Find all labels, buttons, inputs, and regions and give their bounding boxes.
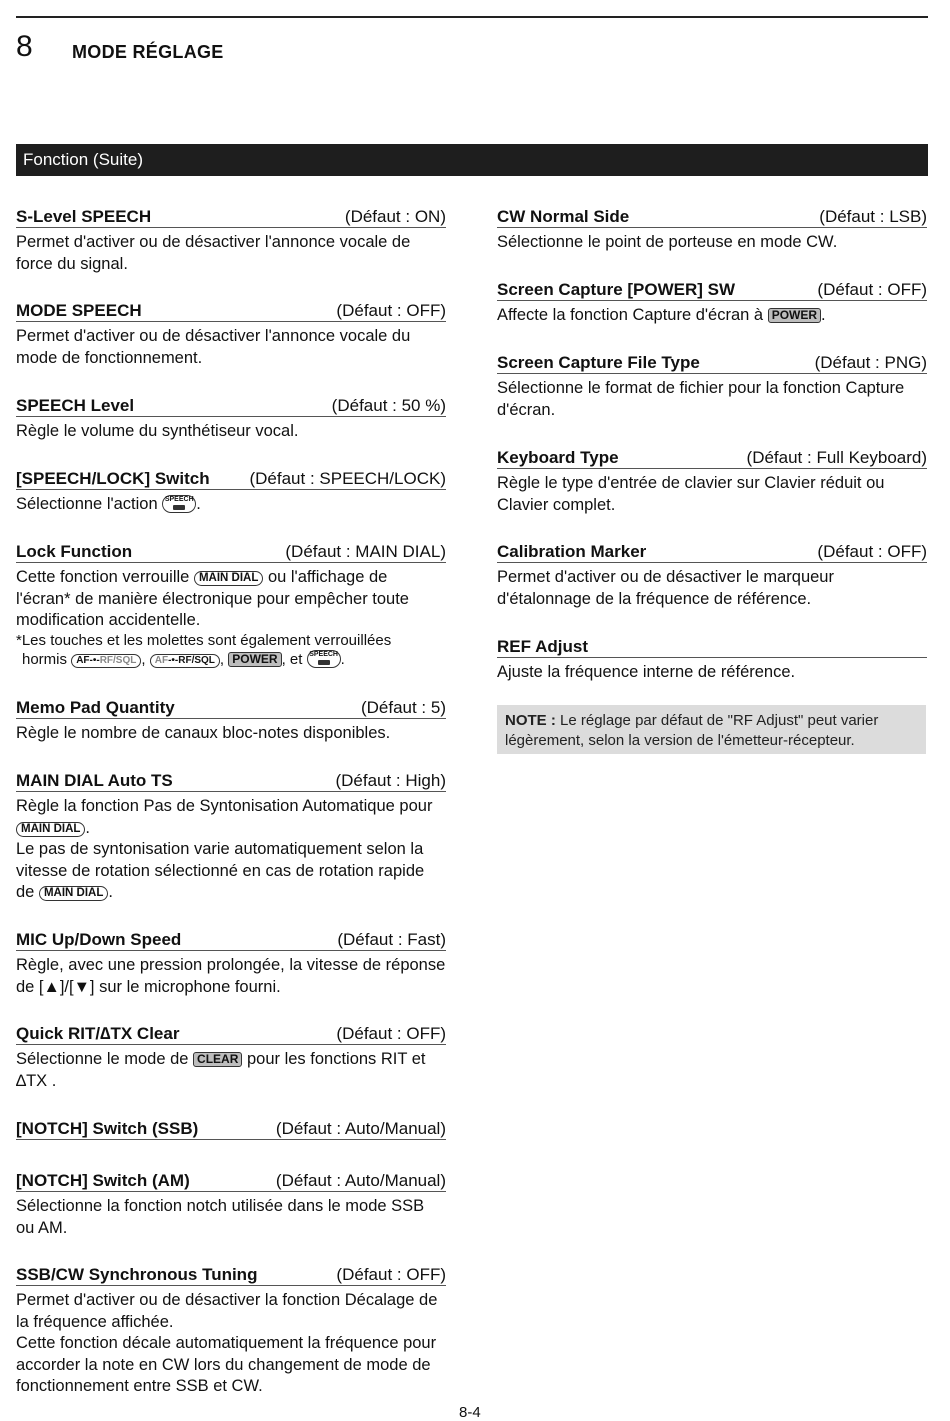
setting-screen-capture-file-type (497, 353, 927, 421)
setting-title: Calibration Marker (497, 542, 647, 561)
setting-default: (Défaut : High) (335, 771, 446, 790)
setting-default: (Défaut : Fast) (337, 930, 446, 949)
setting-description: Affecte la fonction Capture d'écran à POWER . (497, 306, 826, 324)
setting-header (16, 301, 446, 322)
setting-default: (Défaut : Auto/Manual) (275, 1119, 446, 1138)
setting-mic-updown-speed (16, 930, 446, 998)
af-rf-sql-key-icon: AF-•-RF/SQL (71, 654, 141, 668)
setting-header (16, 1171, 446, 1192)
setting-description-2: Cette fonction décale automatiquement la fréquence pour accorder la note en CW lors du changement de mode de fonctionnement entre SSB et CW. (16, 1334, 437, 1395)
setting-default: (Défaut : OFF) (336, 1024, 446, 1043)
setting-description: Permet d'activer ou de désactiver l'annonce vocale du mode de fonctionnement. (16, 327, 411, 367)
setting-title: MODE SPEECH (16, 301, 142, 320)
speech-lock-key-icon (162, 495, 196, 513)
setting-mode-speech (16, 301, 446, 369)
setting-default: (Défaut : MAIN DIAL) (285, 542, 446, 561)
setting-description: Permet d'activer ou de désactiver l'annonce vocale de force du signal. (16, 233, 411, 273)
power-key-icon: POWER (228, 652, 281, 667)
footnote-keys: hormis AF-•-RF/SQL , AF-•-RF/SQL , POWER , et SPEECH . (22, 650, 345, 668)
setting-description: Règle, avec une pression prolongée, la vitesse de réponse de [▲]/[▼] sur le microphone fourni. (16, 956, 446, 996)
setting-s-level-speech (16, 207, 446, 275)
setting-calibration-marker (497, 542, 927, 610)
speech-lock-key-icon: SPEECH (307, 650, 341, 668)
setting-title: Memo Pad Quantity (16, 698, 175, 717)
setting-description: Sélectionne la fonction notch utilisée dans le mode SSB ou AM. (16, 1197, 425, 1237)
setting-title: MAIN DIAL Auto TS (16, 771, 173, 790)
setting-title: MIC Up/Down Speed (16, 930, 182, 949)
setting-speech-lock-switch (16, 469, 446, 516)
setting-ssb-cw-sync-tuning (16, 1265, 446, 1398)
setting-description: Règle le type d'entrée de clavier sur Clavier réduit ou Clavier complet. (497, 474, 885, 514)
setting-description: Sélectionne le format de fichier pour la fonction Capture d'écran. (497, 379, 905, 419)
setting-title: Keyboard Type (497, 448, 619, 467)
setting-header (16, 396, 446, 417)
setting-header (16, 469, 446, 490)
setting-default: (Défaut : SPEECH/LOCK) (249, 469, 446, 488)
setting-notch-switch-am (16, 1171, 446, 1239)
footnote-text: hormis (22, 650, 72, 668)
description-text: Sélectionne l'action (16, 495, 163, 513)
setting-default: (Défaut : PNG) (814, 353, 927, 372)
page-number: 8-4 (459, 1404, 481, 1421)
key-label: SPEECH (164, 496, 194, 503)
note-label: NOTE : (505, 712, 556, 729)
clear-key-icon: CLEAR (193, 1052, 242, 1067)
setting-description: Permet d'activer ou de désactiver le marqueur d'étalonnage de la fréquence de référence. (497, 568, 834, 608)
setting-description (16, 494, 446, 516)
setting-default: (Défaut : OFF) (336, 1265, 446, 1284)
setting-title: Screen Capture File Type (497, 353, 700, 372)
setting-screen-capture-power-sw (497, 280, 927, 327)
setting-keyboard-type (497, 448, 927, 516)
setting-header (497, 542, 927, 563)
setting-description: Règle la fonction Pas de Syntonisation Automatique pour MAIN DIAL . (16, 797, 433, 837)
setting-lock-function (16, 542, 446, 669)
footnote (16, 632, 446, 669)
setting-cw-normal-side (497, 207, 927, 254)
section-banner: Fonction (Suite) (16, 144, 928, 176)
power-key-icon: POWER (768, 308, 821, 323)
setting-title: [NOTCH] Switch (SSB) (16, 1119, 199, 1138)
setting-title: S-Level SPEECH (16, 207, 152, 226)
setting-title: [NOTCH] Switch (AM) (16, 1171, 190, 1190)
note-box (497, 705, 926, 754)
setting-header (16, 1265, 446, 1286)
top-rule (16, 16, 928, 18)
setting-default: (Défaut : LSB) (819, 207, 927, 226)
setting-description: Sélectionne le mode de CLEAR pour les fonctions RIT et ∆TX . (16, 1050, 426, 1090)
setting-header (16, 542, 446, 563)
setting-memo-pad-quantity (16, 698, 446, 745)
setting-default: (Défaut : 50 %) (331, 396, 446, 415)
description-text: ou l'affichage de l'écran* de manière électronique pour empêcher toute modification accidentelle. (16, 568, 409, 629)
setting-description: Sélectionne le point de porteuse en mode CW. (497, 233, 838, 251)
setting-header (16, 698, 446, 719)
setting-default: (Défaut : OFF) (817, 542, 927, 561)
description-text: Cette fonction verrouille (16, 568, 194, 586)
setting-default: (Défaut : OFF) (336, 301, 446, 320)
setting-default: (Défaut : Auto/Manual) (275, 1171, 446, 1190)
setting-header (16, 1024, 446, 1045)
setting-header (16, 771, 446, 792)
setting-main-dial-auto-ts (16, 771, 446, 904)
setting-header (497, 207, 927, 228)
setting-description: Règle le volume du synthétiseur vocal. (16, 422, 299, 440)
setting-quick-rit-clear (16, 1024, 446, 1092)
setting-description: Permet d'activer ou de désactiver la fonction Décalage de la fréquence affichée. (16, 1291, 438, 1331)
setting-header (497, 353, 927, 374)
setting-title: REF Adjust (497, 637, 588, 656)
main-dial-key-icon: MAIN DIAL (16, 822, 85, 837)
chapter-number: 8 (16, 30, 33, 63)
setting-title: SPEECH Level (16, 396, 135, 415)
setting-default: (Défaut : 5) (360, 698, 446, 717)
setting-notch-switch-ssb (16, 1119, 446, 1140)
setting-title: Quick RIT/∆TX Clear (16, 1024, 180, 1043)
setting-title: Lock Function (16, 542, 133, 561)
setting-default: (Défaut : ON) (344, 207, 446, 226)
setting-description: Règle le nombre de canaux bloc-notes disponibles. (16, 724, 391, 742)
setting-default: (Défaut : Full Keyboard) (746, 448, 927, 467)
description-text: . (196, 495, 201, 513)
chapter-title: MODE RÉGLAGE (72, 42, 224, 62)
note-text: Le réglage par défaut de "RF Adjust" peut varier légèrement, selon la version de l'émetteur-récepteur. (505, 712, 879, 749)
setting-header (497, 448, 927, 469)
setting-default: (Défaut : OFF) (817, 280, 927, 299)
setting-title: Screen Capture [POWER] SW (497, 280, 736, 299)
main-dial-key-icon: MAIN DIAL (39, 886, 108, 901)
setting-description (16, 567, 446, 632)
setting-ref-adjust (497, 637, 927, 684)
setting-header (16, 1119, 446, 1140)
setting-header (16, 207, 446, 228)
setting-header (497, 637, 927, 658)
setting-speech-level (16, 396, 446, 443)
af-rf-sql-key-icon-2: AF-•-RF/SQL (150, 654, 220, 668)
setting-title: CW Normal Side (497, 207, 630, 226)
setting-title: [SPEECH/LOCK] Switch (16, 469, 210, 488)
setting-header (16, 930, 446, 951)
footnote-text: *Les touches et les molettes sont également verrouillées (16, 631, 392, 649)
setting-header (497, 280, 927, 301)
setting-title: SSB/CW Synchronous Tuning (16, 1265, 258, 1284)
setting-description: Ajuste la fréquence interne de référence. (497, 663, 796, 681)
main-dial-key-icon: MAIN DIAL (194, 571, 263, 586)
setting-description-2: Le pas de syntonisation varie automatiquement selon la vitesse de rotation sélectionné en cas de rotation rapide de MAIN DIAL . (16, 840, 425, 901)
